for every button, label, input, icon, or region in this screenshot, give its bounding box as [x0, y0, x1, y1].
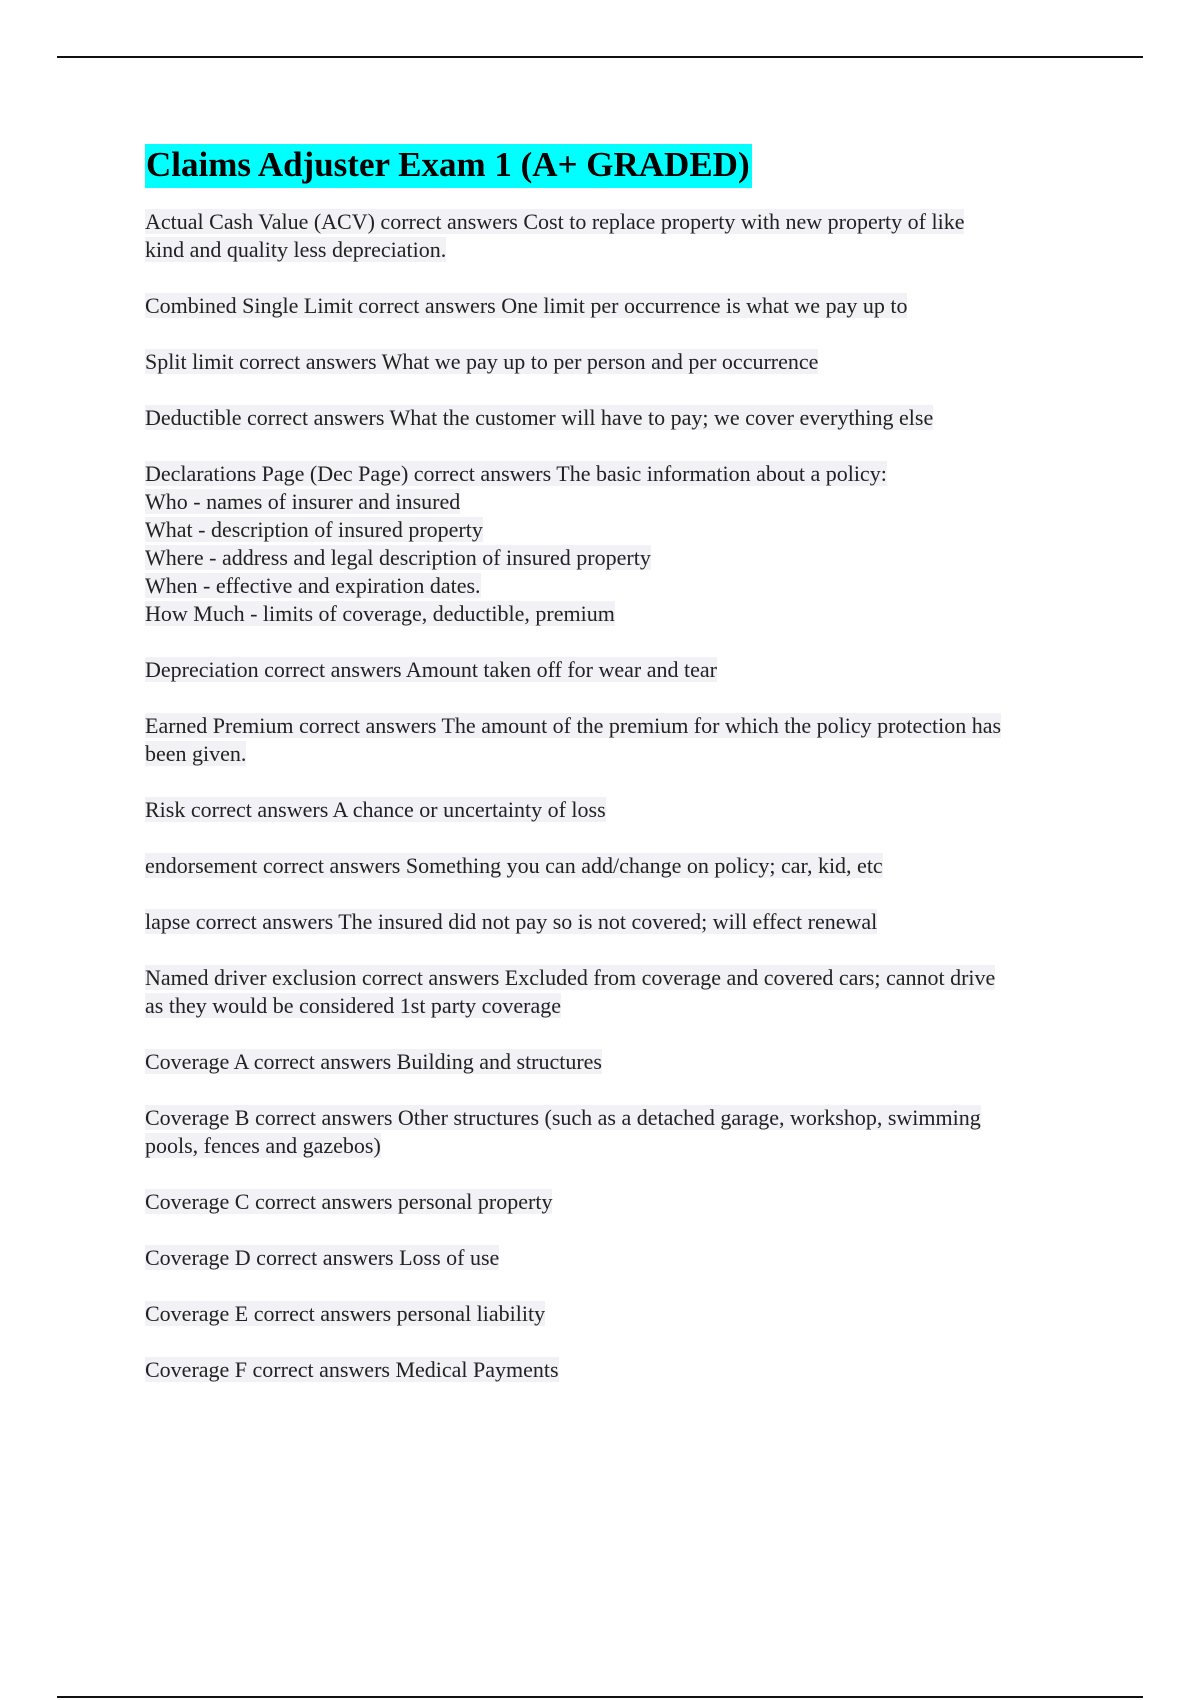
flashcard-entry: [145, 712, 1095, 768]
entry-text: kind and quality less depreciation.: [145, 237, 447, 262]
entry-line: [145, 852, 1095, 880]
flashcard-entry: [145, 1104, 1095, 1160]
entry-line: [145, 1188, 1095, 1216]
entry-line: [145, 1300, 1095, 1328]
entry-line: [145, 544, 1095, 572]
flashcard-entry: [145, 1188, 1095, 1216]
flashcard-entry: [145, 292, 1095, 320]
entry-line: [145, 964, 1095, 992]
entry-text: Coverage B correct answers Other structures (such as a detached garage, workshop, swimming: [145, 1105, 981, 1130]
flashcard-entry: [145, 908, 1095, 936]
entry-line: [145, 1132, 1095, 1160]
entry-text: endorsement correct answers Something you can add/change on policy; car, kid, etc: [145, 853, 883, 878]
entry-text: Actual Cash Value (ACV) correct answers Cost to replace property with new property of like: [145, 209, 965, 234]
entry-line: [145, 572, 1095, 600]
flashcard-entry: [145, 404, 1095, 432]
entry-line: [145, 208, 1095, 236]
entry-line: [145, 1244, 1095, 1272]
entry-line: [145, 292, 1095, 320]
flashcard-entry: [145, 964, 1095, 1020]
entry-line: [145, 1356, 1095, 1384]
entry-text: lapse correct answers The insured did not pay so is not covered; will effect renewal: [145, 909, 878, 934]
entry-text: What - description of insured property: [145, 517, 483, 542]
entry-text: pools, fences and gazebos): [145, 1133, 381, 1158]
entry-text: Coverage A correct answers Building and structures: [145, 1049, 602, 1074]
entry-line: [145, 992, 1095, 1020]
entry-line: [145, 796, 1095, 824]
entry-line: [145, 488, 1095, 516]
entry-line: [145, 1048, 1095, 1076]
flashcard-list: [145, 208, 1095, 1384]
entry-line: [145, 656, 1095, 684]
entry-text: Declarations Page (Dec Page) correct answers The basic information about a policy:: [145, 461, 887, 486]
flashcard-entry: [145, 852, 1095, 880]
entry-text: Named driver exclusion correct answers Excluded from coverage and covered cars; cannot drive: [145, 965, 996, 990]
entry-line: [145, 600, 1095, 628]
flashcard-entry: [145, 1300, 1095, 1328]
entry-text: Deductible correct answers What the customer will have to pay; we cover everything else: [145, 405, 934, 430]
entry-line: [145, 712, 1095, 740]
entry-text: Who - names of insurer and insured: [145, 489, 461, 514]
flashcard-entry: [145, 460, 1095, 628]
flashcard-entry: [145, 1048, 1095, 1076]
entry-text: Coverage E correct answers personal liability: [145, 1301, 546, 1326]
entry-text: How Much - limits of coverage, deductible, premium: [145, 601, 615, 626]
entry-text: Depreciation correct answers Amount taken off for wear and tear: [145, 657, 717, 682]
entry-line: [145, 516, 1095, 544]
entry-line: [145, 908, 1095, 936]
flashcard-entry: [145, 1356, 1095, 1384]
entry-text: Split limit correct answers What we pay up to per person and per occurrence: [145, 349, 819, 374]
entry-text: as they would be considered 1st party coverage: [145, 993, 562, 1018]
flashcard-entry: [145, 1244, 1095, 1272]
bottom-rule: [57, 1696, 1143, 1698]
entry-text: been given.: [145, 741, 247, 766]
entry-line: [145, 348, 1095, 376]
entry-text: Risk correct answers A chance or uncertainty of loss: [145, 797, 606, 822]
entry-text: Combined Single Limit correct answers One limit per occurrence is what we pay up to: [145, 293, 908, 318]
entry-line: [145, 740, 1095, 768]
flashcard-entry: [145, 208, 1095, 264]
flashcard-entry: [145, 796, 1095, 824]
entry-line: [145, 1104, 1095, 1132]
entry-text: Earned Premium correct answers The amount of the premium for which the policy protection has: [145, 713, 1002, 738]
entry-line: [145, 460, 1095, 488]
entry-text: Coverage C correct answers personal property: [145, 1189, 553, 1214]
entry-line: [145, 404, 1095, 432]
flashcard-entry: [145, 656, 1095, 684]
entry-text: Coverage D correct answers Loss of use: [145, 1245, 500, 1270]
document-body: [145, 144, 1095, 1412]
document-title: Claims Adjuster Exam 1 (A+ GRADED): [145, 144, 752, 188]
entry-text: Where - address and legal description of insured property: [145, 545, 651, 570]
entry-text: When - effective and expiration dates.: [145, 573, 481, 598]
entry-line: [145, 236, 1095, 264]
entry-text: Coverage F correct answers Medical Payments: [145, 1357, 559, 1382]
top-rule: [57, 56, 1143, 58]
flashcard-entry: [145, 348, 1095, 376]
